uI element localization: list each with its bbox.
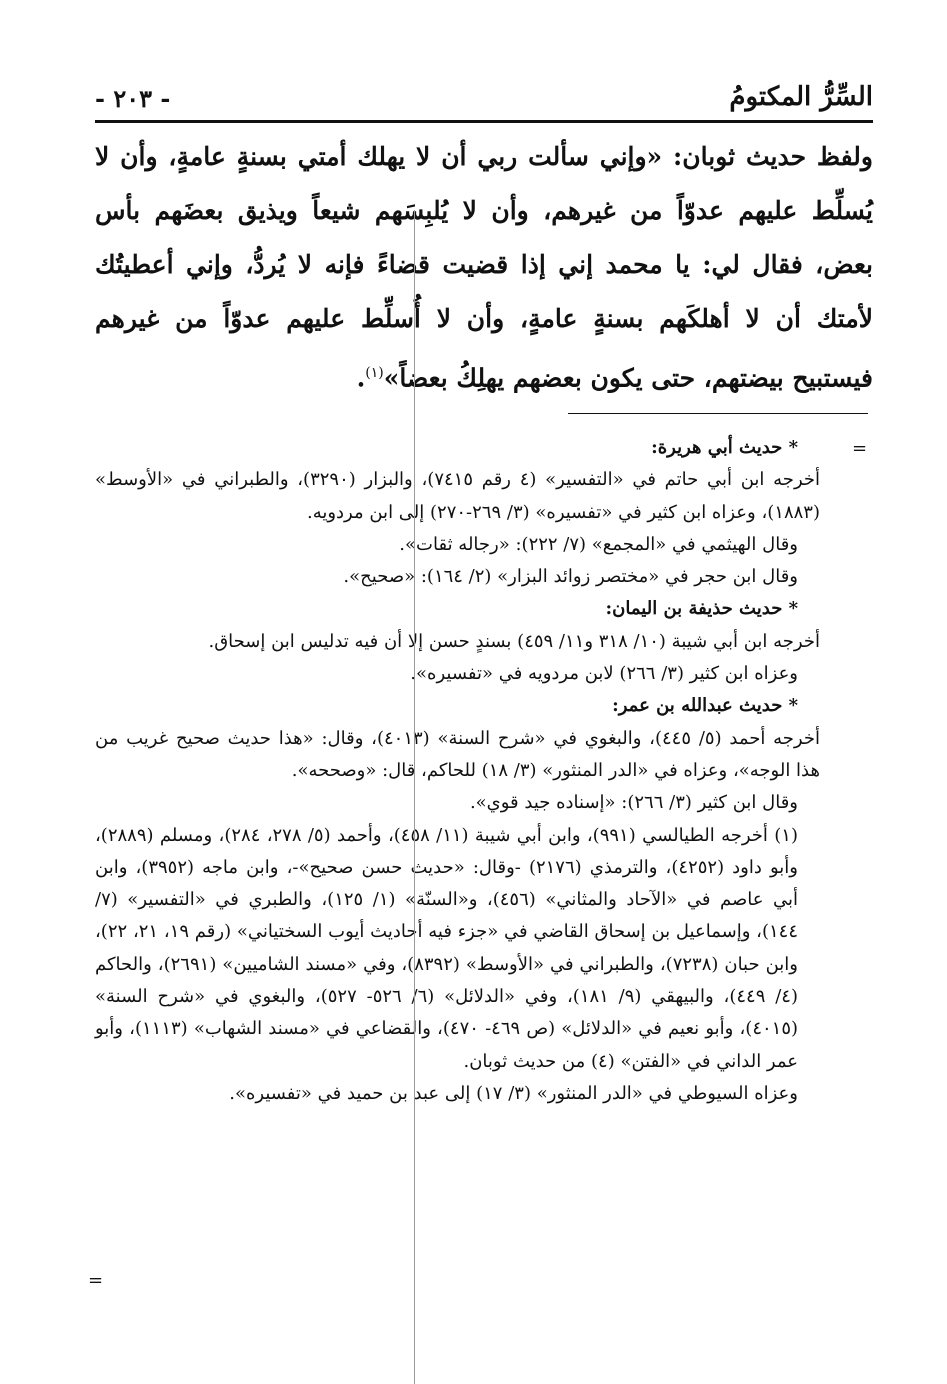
page-number: - ٢٠٣ - [95, 84, 171, 113]
footnote-paragraph: وعزاه السيوطي في «الدر المنثور» (٣/ ١٧) إلى عبد بن حميد في «تفسيره». [229, 1082, 798, 1104]
footnote-continuation-mark: = [852, 438, 868, 459]
footnote-paragraph: وعزاه ابن كثير (٣/ ٢٦٦) لابن مردويه في «تفسيره». [410, 663, 798, 685]
footnote-heading: * حديث أبي هريرة: [651, 437, 798, 458]
main-paragraph: ولفظ حديث ثوبان: «وإني سألت ربي أن لا يهلك أمتي بسنةٍ عامةٍ، وأن لا يُسلِّط عليهم عدوّاً من غيرهم، وأن لا يُلبِسَهم شيعاً ويذيق بعضَهم بأس بعض، فقال لي: يا محمد إني إذا قضيت قضاءً فإنه لا يُردُّ، وإني أعطيتُك لأمتك أن لا أهلكَهم بسنةٍ عامةٍ، وأن لا أُسلِّط عليهم عدوّاً من غيرهم فيستبيح بيضتهم، حتى يكون بعضهم يهلِكُ بعضاً» [95, 142, 873, 393]
footnote-paragraph: وقال ابن كثير (٣/ ٢٦٦): «إسناده جيد قوي». [469, 792, 798, 814]
footnote-end-mark: = [88, 1270, 104, 1291]
header-rule [95, 120, 873, 123]
footnote-paragraph: وقال الهيثمي في «المجمع» (٧/ ٢٢٢): «رجاله ثقات». [399, 533, 798, 555]
footnote-separator [568, 413, 868, 414]
footnote-heading: * حديث عبدالله بن عمر: [612, 695, 798, 717]
running-title: السِّرُّ المكتومُ [729, 82, 873, 112]
footnote-heading: * حديث حذيفة بن اليمان: [605, 598, 798, 620]
footnotes [95, 432, 820, 1110]
running-header [95, 82, 873, 120]
footnote-paragraph: أخرجه ابن أبي شيبة (١٠/ ٣١٨ و١١/ ٤٥٩) بسندٍ حسن إلا أن فيه تدليس ابن إسحاق. [208, 630, 820, 652]
footnote-paragraph: أخرجه أحمد (٥/ ٤٤٥)، والبغوي في «شرح السنة» (٤٠١٣)، وقال: «هذا حديث صحيح غريب من هذا الوجه»، وعزاه في «الدر المنثور» (٣/ ١٨) للحاكم، قال: «وصححه». [95, 727, 820, 781]
footnote-paragraph: أخرجه ابن أبي حاتم في «التفسير» (٤ رقم ٧٤١٥)، والبزار (٣٢٩٠)، والطبراني في «الأوسط» (١٨٨٣)، وعزاه ابن كثير في «تفسيره» (٣/ ٢٦٩-٢٧٠) إلى ابن مردويه. [95, 469, 820, 523]
scan-artifact-line [414, 210, 415, 1384]
main-text: ولفظ حديث ثوبان: «وإني سألت ربي أن لا يهلك أمتي بسنةٍ عامةٍ، وأن لا يُسلِّط عليهم عدوّاً من غيرهم، وأن لا يُلبِسَهم شيعاً ويذيق بعضَهم بأس بعض، فقال لي: يا محمد إني إذا قضيت قضاءً فإنه لا يُردُّ، وإني أعطيتُك لأمتك أن لا أهلكَهم بسنةٍ عامةٍ، وأن لا أُسلِّط عليهم عدوّاً من غيرهم فيستبيح بيضتهم، حتى يكون بعضهم يهلِكُ بعضاً»$^{(١)}$. [95, 142, 873, 393]
footnote-paragraph: وقال ابن حجر في «مختصر زوائد البزار» (٢/ ١٦٤): «صحيح». [343, 566, 798, 588]
footnote-paragraph: (١) أخرجه الطيالسي (٩٩١)، وابن أبي شيبة (١١/ ٤٥٨)، وأحمد (٥/ ٢٧٨، ٢٨٤)، ومسلم (٢٨٨٩)، وأبو داود (٤٢٥٢)، والترمذي (٢١٧٦) -وقال: «حديث حسن صحيح»-، وابن ماجه (٣٩٥٢)، وابن أبي عاصم في «الآحاد والمثاني» (٤٥٦)، و«السنّة» (١/ ١٢٥)، والطبري في «التفسير» (٧/ ١٤٤)، وإسماعيل بن إسحاق القاضي في «جزء فيه أحاديث أيوب السختياني» (رقم ١٩، ٢١، ٢٢)، وابن حبان (٧٢٣٨)، والطبراني في «الأوسط» (٨٣٩٢)، وفي «مسند الشاميين» (٢٦٩١)، والحاكم (٤/ ٤٤٩)، والبيهقي (٩/ ١٨١)، وفي «الدلائل» (٦/ ٥٢٦- ٥٢٧)، والبغوي في «شرح السنة» (٤٠١٥)، وأبو نعيم في «الدلائل» (ص ٤٦٩- ٤٧٠)، والقضاعي في «مسند الشهاب» (١١١٣)، وأبو عمر الداني في «الفتن» (٤) من حديث ثوبان. [95, 824, 799, 1072]
footnote-ref: (١) [365, 365, 384, 381]
